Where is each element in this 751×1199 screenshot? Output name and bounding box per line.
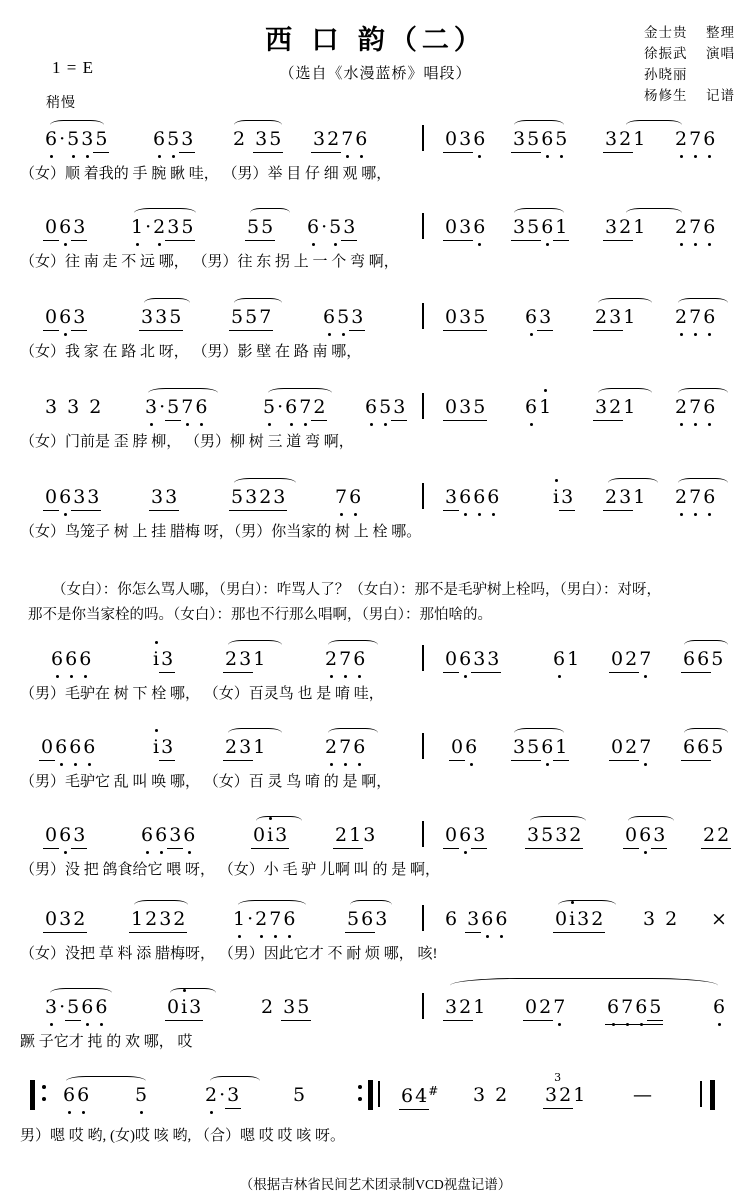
lyric-row: （女）鸟笼子 树 上 挂 腊梅 呀，（男）你当家的 树 上 栓 哪。	[20, 524, 422, 540]
spoken-line: 那不是你当家栓的吗。（女白）：那也不行那么唱啊，（男白）：那怕啥的。	[28, 607, 492, 623]
notes-row: 0 3 2 1 2 3 2 1 · 2 7 6 5 6 3 6 3 6 6 0 i 3 2 3 2 ×	[34, 908, 724, 942]
lyric-row: 男）嗯 哎 哟, (女)哎 咳 哟, （合）嗯 哎 哎 咳 呀。	[20, 1128, 345, 1144]
lyric-row: （女）门前是 歪 脖 柳， （男）柳 树 三 道 弯 啊，	[20, 434, 354, 450]
page-subtitle: （选自《水漫蓝桥》唱段）	[279, 66, 472, 82]
lyric-row: （男）毛驴在 树 下 栓 哪， （女）百灵鸟 也 是 唷 哇，	[20, 686, 384, 702]
lyric-row: （女）没把 草 料 添 腊梅呀， （男）因此它才 不 耐 烦 哪， 咳!	[20, 946, 438, 962]
lyric-row: 蹶 子它才 扽 的 欢 哪， 哎	[20, 1034, 193, 1050]
credits-block	[644, 22, 735, 106]
system-6	[0, 648, 751, 708]
system-10	[0, 996, 751, 1056]
spoken-line: （女白）：你怎么骂人哪，（男白）：咋骂人了？（女白）：那不是毛驴树上栓吗，（男白）：对呀，	[52, 582, 661, 598]
system-2	[0, 216, 751, 276]
system-9	[0, 908, 751, 968]
notes-row: 6 · 5 3 5 6 5 3 2 3 5 3 2 7 6 0 3 6 3 5 6 5 3 2 1 2 7 6	[34, 128, 724, 162]
notes-row: 0 6 6 6 i 3 2 3 1 2 7 6 0 6 3 5 6 1 0 2 7 6 6 5	[34, 736, 724, 770]
lyric-row: （女）我 家 在 路 北 呀， （男）影 壁 在 路 南 哪，	[20, 344, 362, 360]
page-title: 西 口 韵（二）	[265, 25, 486, 56]
notes-row: 3 · 5 6 6 0 i 3 2 3 5 3 2 1 0 2 7 6 7 6 5 6	[34, 996, 724, 1030]
system-11	[0, 1071, 751, 1150]
notes-row: 0 6 3 1 · 2 3 5 5 5 6 · 5 3 0 3 6 3 5 6 1 3 2 1 2 7 6	[34, 216, 724, 250]
system-7	[0, 736, 751, 796]
notes-row: 0 6 3 3 3 3 5 3 2 3 7 6 3 6 6 6 i 3 2 3 1 2 7 6	[34, 486, 724, 520]
credit-row: 金士贵 整理	[644, 25, 735, 40]
notes-row: 0 6 3 3 3 5 5 5 7 6 5 3 0 3 5 6 3 2 3 1 2 7 6	[34, 306, 724, 340]
key-signature: 1 = E	[52, 58, 94, 77]
credit-row: 杨修生 记谱	[644, 88, 735, 103]
system-5	[0, 486, 751, 546]
system-1	[0, 128, 751, 188]
notes-row: 6 6 6 i 3 2 3 1 2 7 6 0 6 3 3 6 1 0 2 7 6 6 5	[34, 648, 724, 682]
credit-row: 孙晓丽	[644, 67, 688, 82]
lyric-row: （女）往 南 走 不 远 哪， （男）往 东 拐 上 一 个 弯 啊，	[20, 254, 399, 270]
spoken-dialogue	[28, 578, 728, 628]
notes-row: 0 6 3 6 6 3 6 0 i 3 2 1 3 0 6 3 3 5 3 2 0 6 3 2 2	[34, 824, 724, 858]
footnote: （根据吉林省民间艺术团录制VCD视盘记谱）	[239, 1177, 512, 1192]
system-3	[0, 306, 751, 366]
notes-row: 3 3 2 3 · 5 7 6 5 · 6 7 2 6 5 3 0 3 5 6 1 3 2 1 2 7 6	[34, 396, 724, 430]
lyric-row: （男）毛驴它 乱 叫 唤 哪， （女）百 灵 鸟 唷 的 是 啊，	[20, 774, 392, 790]
notes-row: 6 6 5 2 · 3 5 6 4# 3 2 3 3 2 1 —	[34, 1084, 724, 1124]
system-4	[0, 396, 751, 456]
lyric-row: （男）没 把 鸽食给它 喂 呀， （女）小 毛 驴 儿啊 叫 的 是 啊，	[20, 862, 441, 878]
credit-row: 徐振武 演唱	[644, 46, 735, 61]
tempo-marking: 稍慢	[46, 96, 76, 111]
lyric-row: （女）顺 着我的 手 腕 瞅 哇， （男）举 目 仔 细 观 哪，	[20, 166, 392, 182]
system-8	[0, 824, 751, 884]
